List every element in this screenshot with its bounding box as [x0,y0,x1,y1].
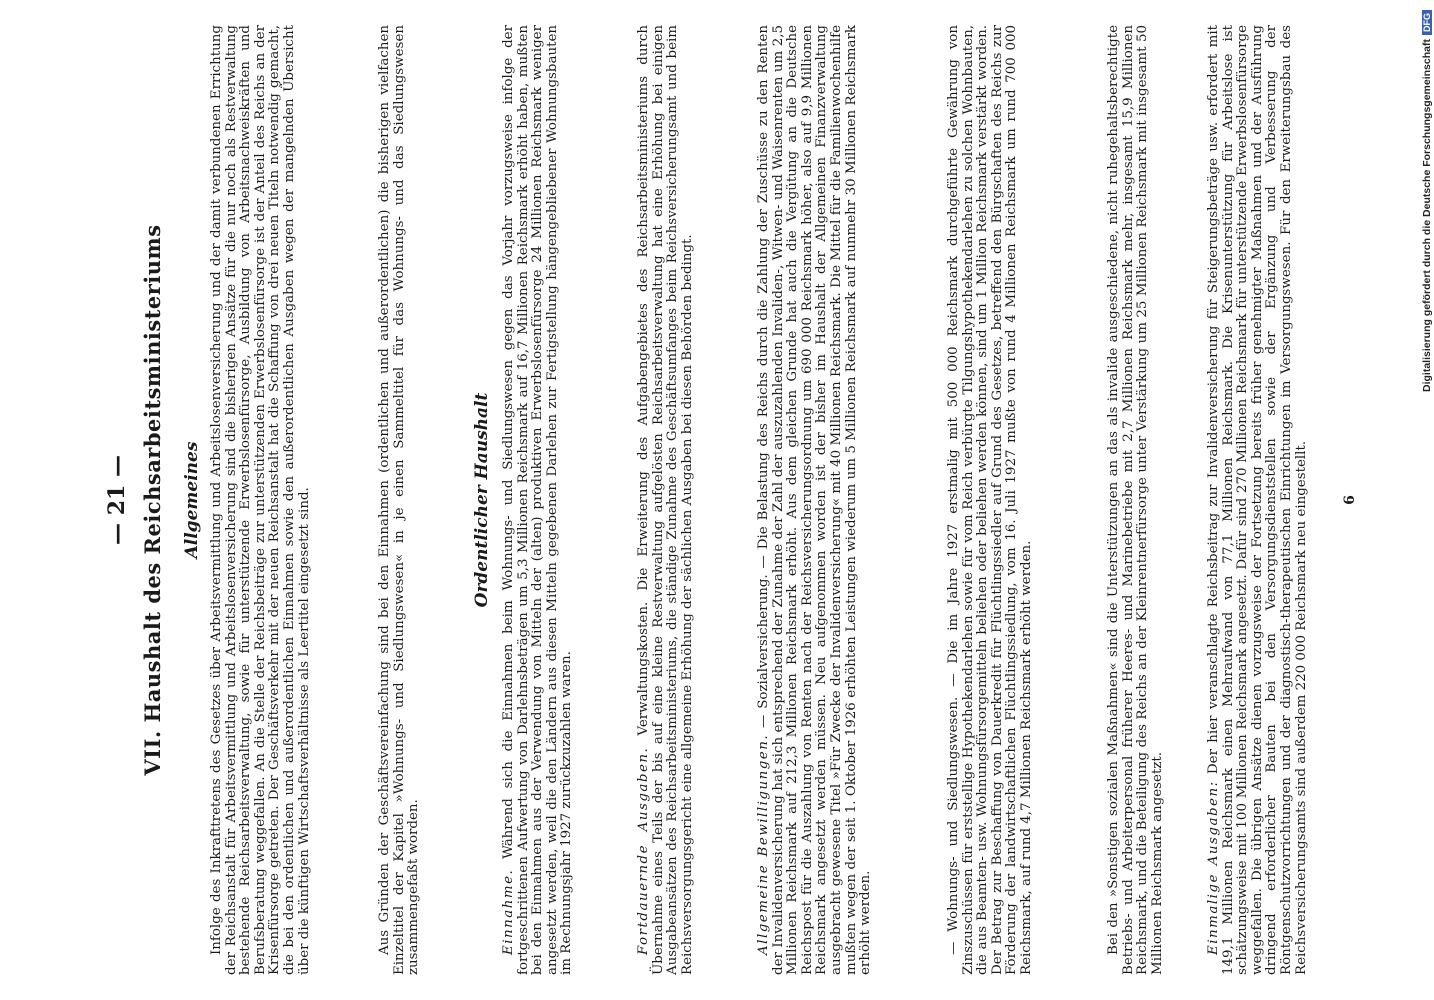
paragraph-general-1: Infolge des Inkrafttretens des Gesetzes über Arbeitsvermittlung und Arbeitslosenversicherung und der damit verbundenen Errichtung der Reichsanstalt für Arbeitsvermittlung und Arbeitslosenversicherung sind die bisherigen Ansätze für die nur noch als Restverwaltung bestehende Reichsarbeitsverwaltung, sowie für unterstützende Erwerbslosenfürsorge, Ausbildung von Arbeitsnachweiskräften und Berufsberatung weggefallen. An die Stelle der Reichsbeiträge zur unterstützenden Erwerbslosenfürsorge ist der Anteil des Reichs an der Krisenfürsorge getreten. Der Geschäftsverkehr mit der neuen Reichsanstalt hat die Schaffung von drei neuen Titeln notwendig gemacht, die bei den ordentlichen und außerordentlichen Einnahmen sowie den außerordentlichen Ausgaben wegen der mangelnden Übersicht über die künftigen Wirtschaftsverhältnisse als Leertitel eingesetzt sind. [209,25,312,975]
paragraph-general-2: Aus Gründen der Geschäftsvereinfachung sind bei den Einnahmen (ordentlichen und außerordentlichen) die bisherigen vielfachen Einzeltitel der Kapitel »Wohnungs- und Siedlungswesen« in je einen Sammeltitel für das Wohnungs- und das Siedlungswesen zusammengefaßt worden. [377,25,422,975]
page-title: VII. Haushalt des Reichsarbeitsministeriums [140,224,165,776]
paragraph-body: Der hier veranschlagte Reichsbeitrag zur Invalidenversicherung für Steigerungsbeträge usw. erfordert mit 149,1 Millionen Reichsmark einen Mehraufwand von 77,1 Millionen Reichsmark. Die Krisenunterstützung für Arbeitslose ist schätzungsweise mit 100 Millionen Reichsmark angesetzt. Dafür sind 270 Millionen Reichsmark für unterstützende Erwerbslosenfürsorge weggefallen. Die übrigen Ansätze dienen vorzugsweise der Fortsetzung bereits früher genehmigter Maßnahmen und der Ausführung dringend erforderlicher Bauten bei den Versorgungsdienststellen sowie der Ergänzung und Verbesserung der Röntgenschutzvorrichtungen und der diagnostisch-therapeutischen Einrichtungen im Versorgungswesen. Für den Erweiterungsbau des Reichsversicherungsamts sind außerdem 220 000 Reichsmark neu eingestellt. [1206,25,1309,975]
dfg-logo: DFG [1422,10,1432,35]
document-page [42,25,1382,975]
paragraph-bewilligungen [757,25,874,975]
paragraph-einmalige [1207,25,1309,975]
paragraph-fortdauernde [637,25,695,975]
paragraph-lead: Einnahme. [501,868,516,955]
section-heading-general: Allgemeines [182,441,202,559]
digitization-credit [1421,0,1434,1000]
paragraph-body: — Sozialversicherung. — Die Belastung des Reichs durch die Zahlung der Zuschüsse zu den Renten der Invalidenversicherung hat sich entsprechend der Zunahme der Zahl der auszuzahlenden Invaliden-, Witwen- und Waisenrenten um 2,5 Millionen Reichsmark auf 212,3 Millionen Reichsmark erhöht. Aus dem gleichen Grunde hat auch die Vergütung an die Deutsche Reichspost für die Auszahlung von Renten nach der Reichsversicherungsordnung um 690 000 Reichsmark höher, also auf 9,9 Millionen Reichsmark angesetzt werden müssen. Neu aufgenommen worden ist der bisher im Haushalt der Allgemeinen Finanzverwaltung ausgebracht gewesene Titel »Für Zwecke der Invalidenversicherung« mit 40 Millionen Reichsmark. Die Mittel für die Familienwochenhilfe mußten wegen der seit 1. Oktober 1926 erhöhten Leistungen wiederum um 5 Millionen Reichsmark auf nunmehr 30 Millionen Reichsmark erhöht werden. [756,25,874,975]
paragraph-einnahme [502,25,575,975]
credit-text: Digitalisierung gefördert durch die Deutsche Forschungsgemeinschaft [1421,39,1433,392]
paragraph-lead: Einmalige Ausgaben: [1206,780,1221,955]
paragraph-sonstige: Bei den »Sonstigen sozialen Maßnahmen« sind die Unterstützungen an das als invalide ausgeschiedene, nicht ruhegehaltsberechtigte Betriebs- und Arbeiterpersonal früherer Heeres- und Marinebetriebe mit 2,7 Millionen Reichsmark mehr, insgesamt 15,9 Millionen Reichsmark, und die Beteiligung des Reichs an der Kleinrentnerfürsorge unter Verstärkung um 25 Millionen Reichsmark mit insgesamt 50 Millionen Reichsmark angesetzt. [1106,25,1165,975]
paragraph-lead: Fortdauernde Ausgaben. [636,746,651,955]
paragraph-body: Verwaltungskosten. Die Erweiterung des Aufgabengebietes des Reichsarbeitsministeriums durch Übernahme eines Teils der bis auf eine kleine Restverwaltung aufgelösten Reichsarbeitsverwaltung hat eine Erhöhung bei einigen Ausgabeansätzen des Reichsarbeitsministeriums, die ständige Zunahme des Geschäftsumfanges beim Reichsversicherungsamt und beim Reichsversorgungsgericht eine allgemeine Erhöhung der sächlichen Ausgaben bei diesen Behörden bedingt. [636,25,695,975]
footer-number: 6 [1342,495,1358,505]
paragraph-body: Während sich die Einnahmen beim Wohnungs- und Siedlungswesen gegen das Vorjahr vorzugsweise infolge der fortgeschrittenen Aufwertung von Darlehnsbeträgen um 5,3 Millionen Reichsmark auf 16,7 Millionen Reichsmark erhöht haben, mußten bei den Einnahmen aus der Verwendung von Mitteln der (alten) produktiven Erwerbslosenfürsorge 24 Millionen Reichsmark weniger angesetzt werden, weil die den Ländern aus diesen Mitteln gegebenen Darlehen zur Fertigstellung hängengebliebener Wohnungsbauten im Rechnungsjahr 1927 zurückzuzahlen waren. [501,24,575,975]
paragraph-lead: Allgemeine Bewilligungen. [756,733,771,955]
section-heading-ordinary: Ordentlicher Haushalt [472,392,492,608]
page-number: — 21 — [104,455,130,545]
paragraph-wohnung: — Wohnungs- und Siedlungswesen. — Die im Jahre 1927 erstmalig mit 500 000 Reichsmark durchgeführte Gewährung von Zinszuschüssen für erststellige Hypothekendarlehen sowie für vom Reich verbürgte Tilgungshypothekendarlehen zu solchen Wohnbauten, die aus Beamten- usw. Wohnungsfürsorgemitteln beliehen oder beliehen werden können, sind um 1 Million Reichsmark verstärkt worden. Der Betrag zur Beschaffung von Dauerkredit für Flüchtlingssiedler auf Grund des Gesetzes, betreffend den Bürgschaften des Reichs zur Förderung der landwirtschaftlichen Flüchtlingssiedlung, vom 16. Juli 1927 mußte von rund 4 Millionen Reichsmark um rund 700 000 Reichsmark, auf rund 4,7 Millionen Reichsmark erhöht werden. [946,25,1034,975]
